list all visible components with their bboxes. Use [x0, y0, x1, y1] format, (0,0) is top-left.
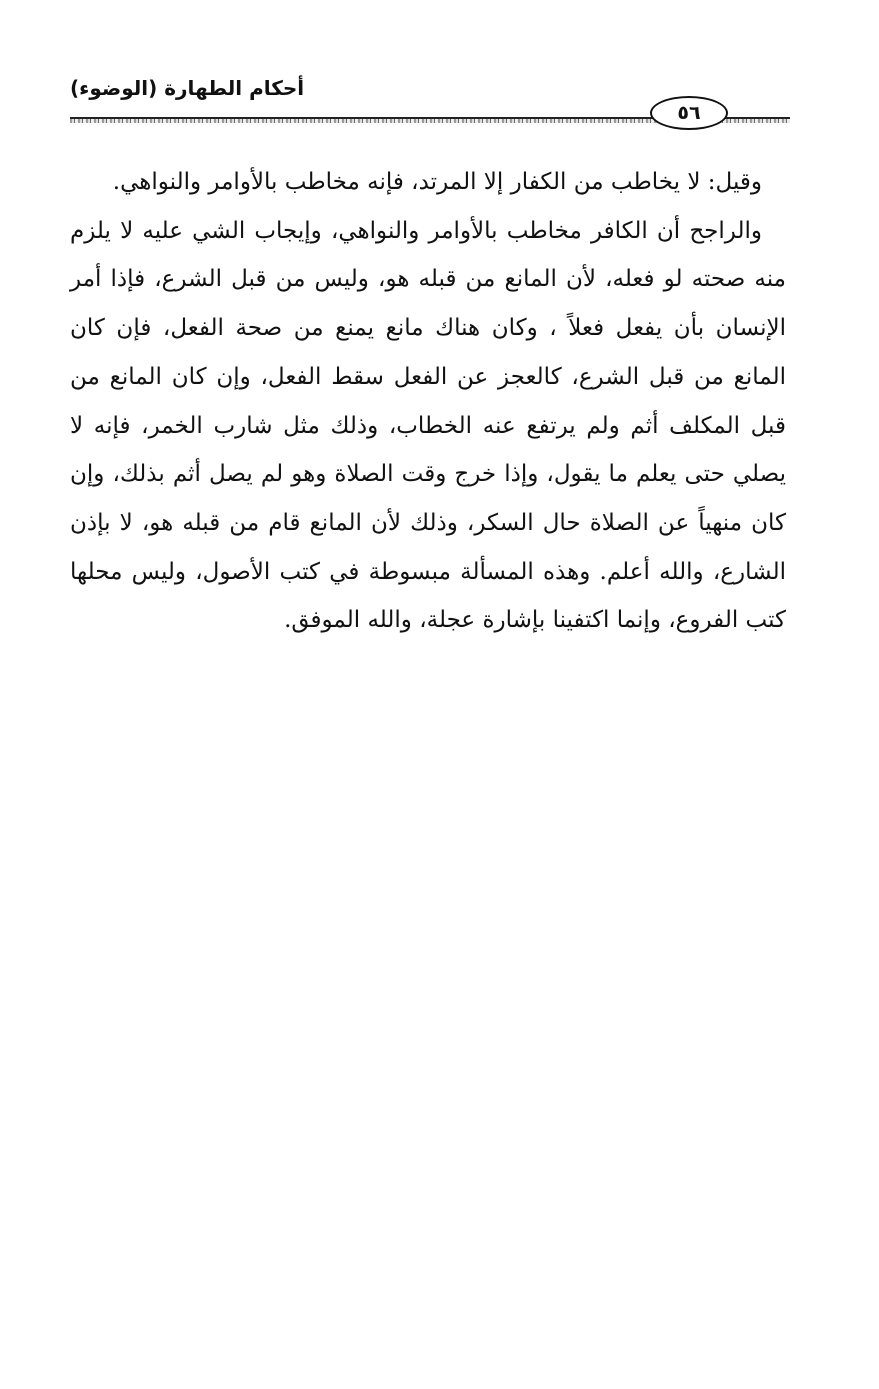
page-number: ٥٦	[677, 102, 701, 124]
paragraph: والراجح أن الكافر مخاطب بالأوامر والنواهي، وإيجاب الشي عليه لا يلزم منه صحته لو فعله، لأن المانع من قبله هو، وليس من قبل الشرع، فإذا أمر الإنسان بأن يفعل فعلاً ، وكان هناك مانع يمنع من صحة الفعل، فإن كان المانع من قبل الشرع، كالعجز عن الفعل سقط الفعل، وإن كان المانع من قبل المكلف أثم ولم يرتفع عنه الخطاب، وذلك مثل شارب الخمر، فإنه لا يصلي حتى يعلم ما يقول، وإذا خرج وقت الصلاة وهو لم يصل أثم بذلك، وإن كان منهياً عن الصلاة حال السكر، وذلك لأن المانع قام من قبله هو، لا بإذن الشارع، والله أعلم. وهذه المسألة مبسوطة في كتب الأصول، وليس محلها كتب الفروع، وإنما اكتفينا بإشارة عجلة، والله الموفق.	[70, 217, 786, 634]
body-text	[70, 158, 786, 645]
page-number-oval	[650, 96, 728, 130]
running-title: أحكام الطهارة (الوضوء)	[70, 76, 305, 100]
paragraph: وقيل: لا يخاطب من الكفار إلا المرتد، فإنه مخاطب بالأوامر والنواهي.	[112, 169, 762, 195]
